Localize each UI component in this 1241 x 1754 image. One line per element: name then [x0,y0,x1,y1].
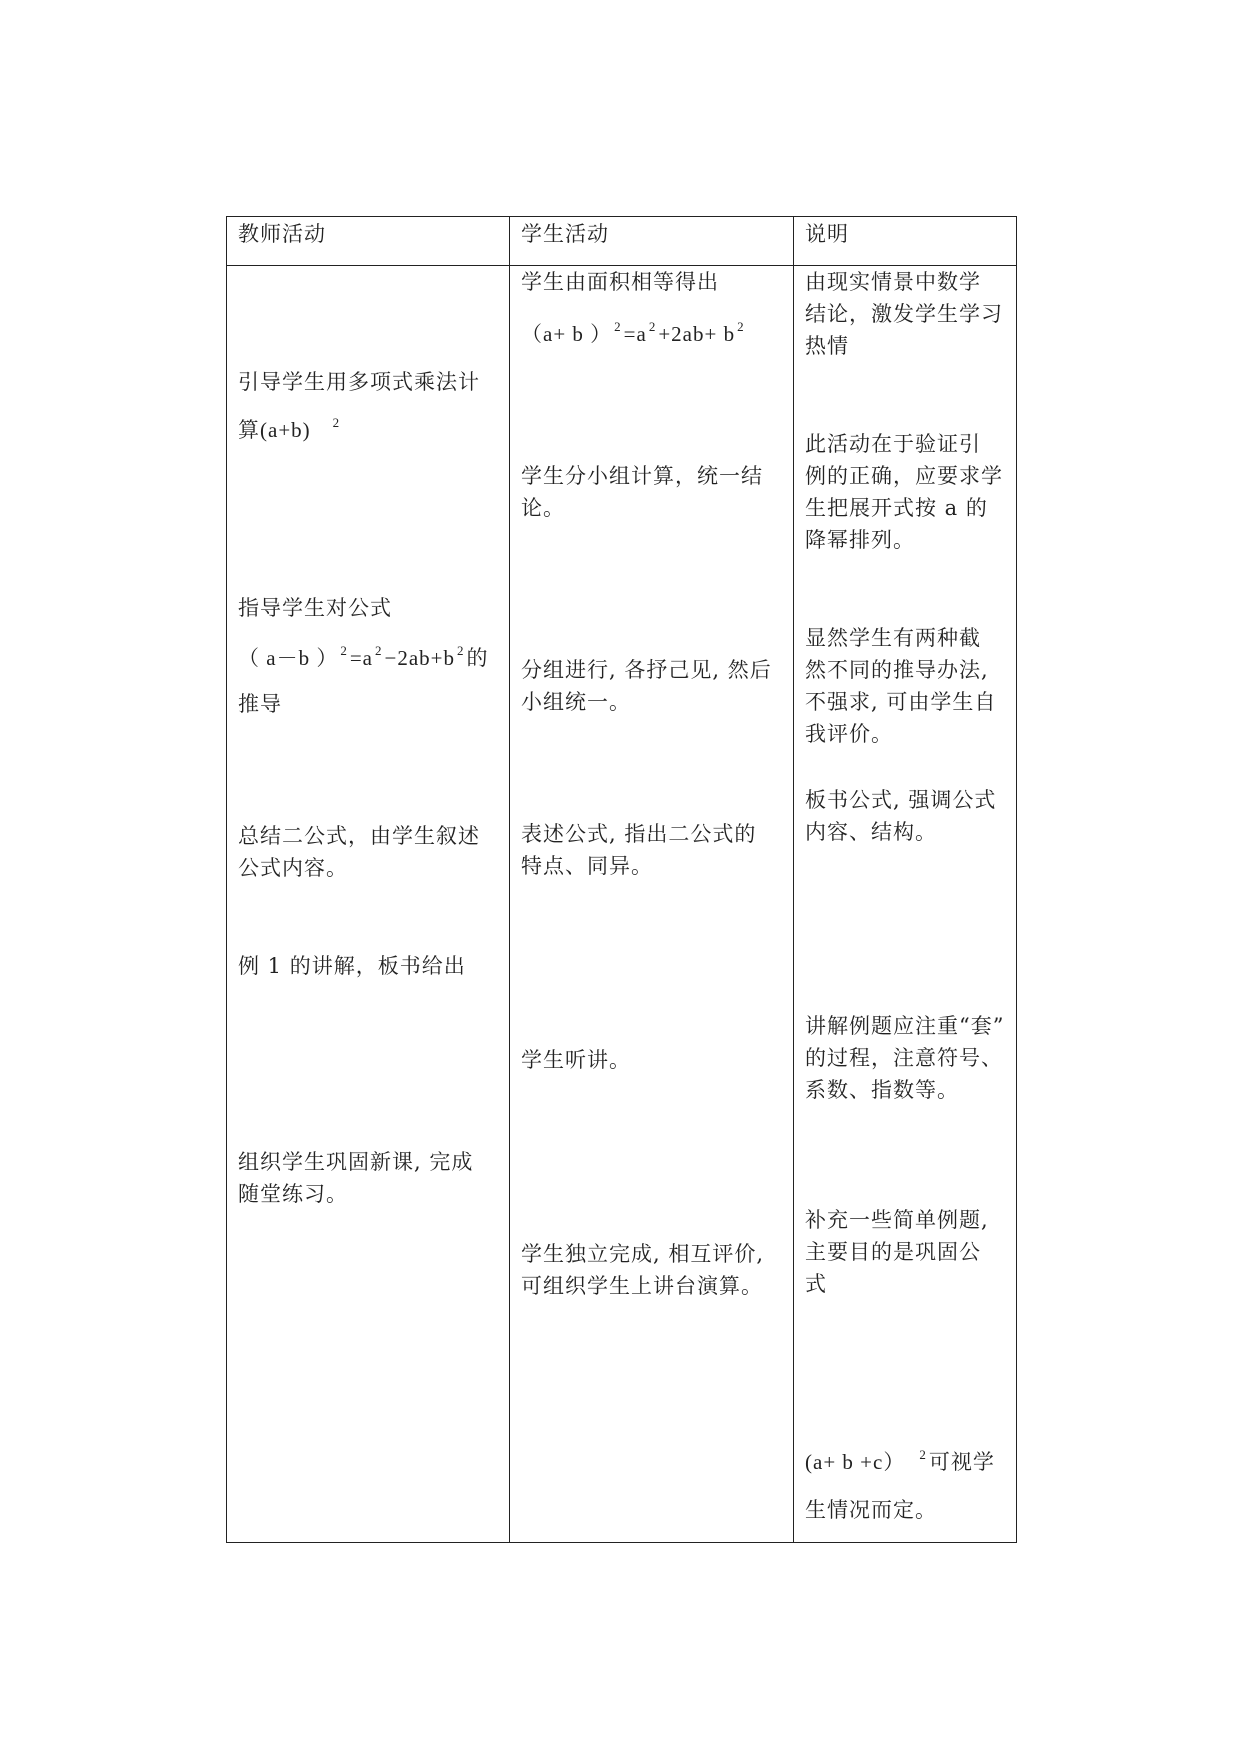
teacher-text: 随堂练习。 [238,1182,348,1206]
header-student: 学生活动 [521,222,609,246]
note-text: 不强求, 可由学生自 [805,690,997,714]
note-text: 生情况而定。 [805,1498,937,1522]
note-text: 系数、指数等。 [805,1078,959,1102]
note-text: 讲解例题应注重“套” [805,1014,1005,1038]
header-teacher: 教师活动 [238,222,326,246]
header-notes: 说明 [805,222,849,246]
student-text: 学生分小组计算，统一结 [521,464,763,488]
student-text: 学生听讲。 [521,1048,631,1072]
note-text: 热情 [805,334,849,358]
teacher-text: 指导学生对公式 [238,596,392,620]
note-text: 式 [805,1272,827,1296]
note-text: 然不同的推导办法, [805,658,989,682]
note-text: 显然学生有两种截 [805,626,981,650]
student-formula: （a+ b ） $^2$=a $^2$+2ab+ b $^2$ [521,319,745,346]
student-text: 学生由面积相等得出 [521,270,719,294]
note-formula: (a+ b +c） $^2$可视学 [805,1447,995,1474]
note-text: 我评价。 [805,722,893,746]
teacher-formula: 算(a+b) $^2$ [238,415,341,442]
note-text: 主要目的是巩固公 [805,1240,981,1264]
teacher-formula: （ a－b ） $^2$=a $^2$−2ab+b $^2$的 [238,643,489,670]
student-text: 学生独立完成, 相互评价, [521,1242,765,1266]
column-divider [793,217,794,1542]
teacher-text: 推导 [238,692,282,716]
note-text: 结论，激发学生学习 [805,302,1003,326]
teacher-text: 总结二公式，由学生叙述 [238,824,480,848]
note-text: 板书公式, 强调公式 [805,788,997,812]
teacher-text: 引导学生用多项式乘法计 [238,370,480,394]
note-text: 的过程，注意符号、 [805,1046,1003,1070]
note-text: 降幂排列。 [805,528,915,552]
student-text: 特点、同异。 [521,854,653,878]
note-text: 内容、结构。 [805,820,937,844]
note-text: 例的正确，应要求学 [805,464,1003,488]
student-text: 论。 [521,496,565,520]
note-text: 生把展开式按 a 的 [805,496,988,520]
note-text: 由现实情景中数学 [805,270,981,294]
teacher-text: 组织学生巩固新课, 完成 [238,1150,474,1174]
student-text: 可组织学生上讲台演算。 [521,1274,763,1298]
student-text: 表述公式, 指出二公式的 [521,822,757,846]
note-text: 此活动在于验证引 [805,432,981,456]
note-text: 补充一些简单例题, [805,1208,989,1232]
teacher-text: 例 1 的讲解，板书给出 [238,954,466,978]
column-divider [509,217,510,1542]
teacher-text: 公式内容。 [238,856,348,880]
student-text: 小组统一。 [521,690,631,714]
student-text: 分组进行, 各抒己见, 然后 [521,658,772,682]
